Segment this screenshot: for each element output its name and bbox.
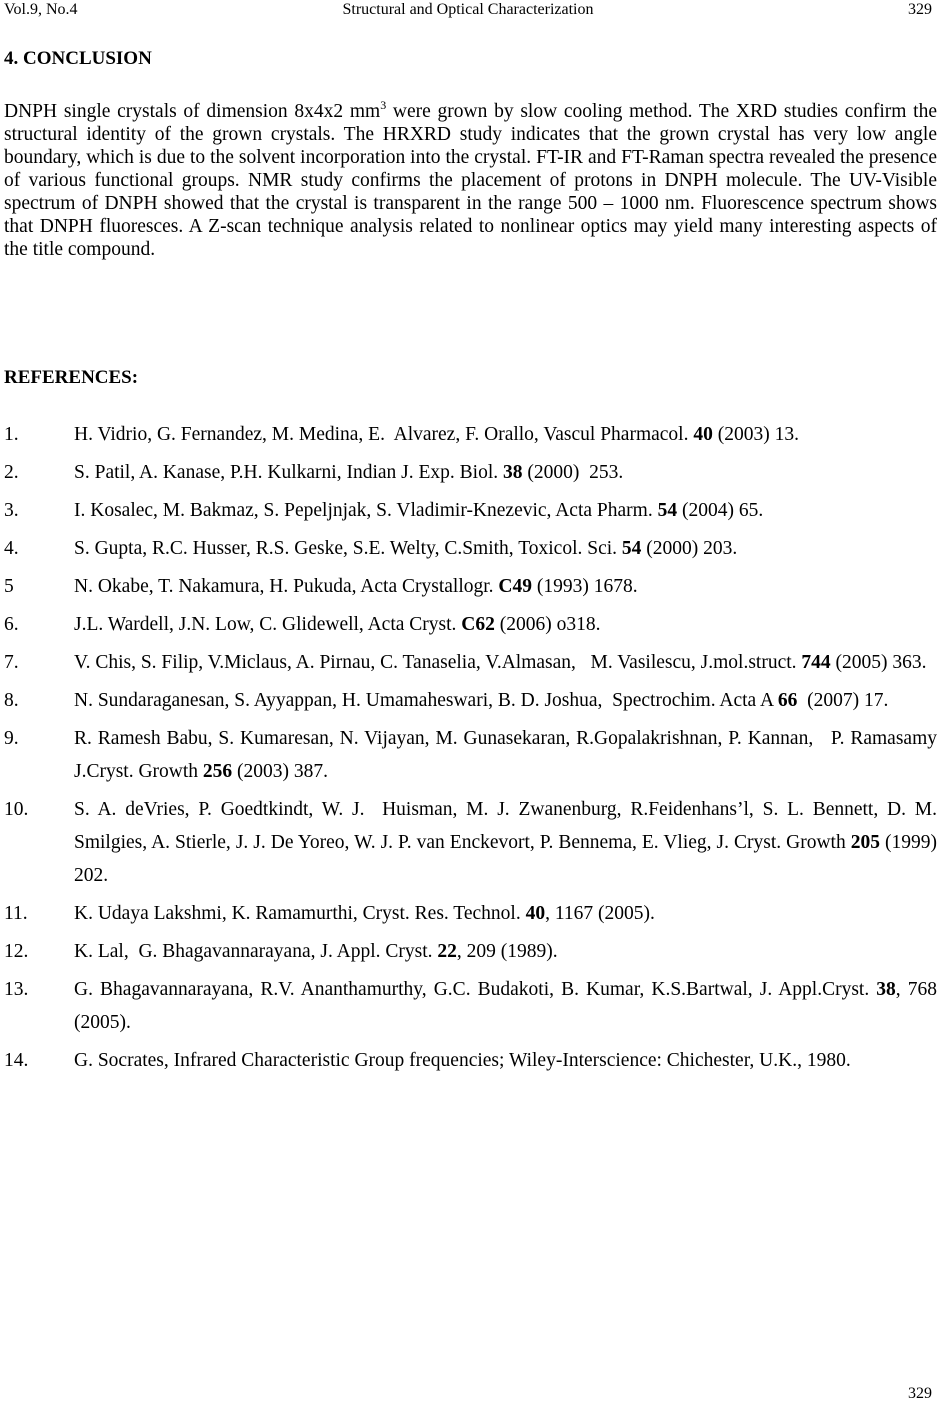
footer-page-number: 329 [908, 1385, 932, 1402]
reference-volume: 66 [777, 690, 798, 711]
reference-item [4, 935, 937, 968]
reference-citation: S. Patil, A. Kanase, P.H. Kulkarni, Indian J. Exp. Biol. [74, 462, 503, 483]
reference-volume: 744 [801, 652, 831, 673]
reference-citation: H. Vidrio, G. Fernandez, M. Medina, E. Alvarez, F. Orallo, Vascul Pharmacol. [74, 424, 694, 445]
reference-number: 3. [4, 500, 19, 521]
reference-item [4, 722, 937, 788]
reference-citation: R. Ramesh Babu, S. Kumaresan, N. Vijayan, M. Gunasekaran, R.Gopalakrishnan, P. Kannan, P. Ramasamy J.Cryst. Growth [74, 728, 937, 782]
reference-citation: S. A. deVries, P. Goedtkindt, W. J. Huisman, M. J. Zwanenburg, R.Feidenhans’l, S. L. Bennett, D. M. Smilgies, A. Stierle, J. J. De Yoreo, W. J. P. van Enckevort, P. Bennema, E. Vlieg, J. Cryst. Growth [74, 799, 937, 853]
reference-item [4, 418, 937, 451]
reference-list [4, 418, 937, 1082]
reference-item [4, 608, 937, 641]
reference-number: 11. [4, 903, 28, 924]
reference-citation: J.L. Wardell, J.N. Low, C. Glidewell, Acta Cryst. [74, 614, 462, 635]
reference-year-pages: , 209 (1989). [456, 941, 558, 962]
reference-item [4, 973, 937, 1039]
reference-year-pages: , 1167 (2005). [545, 903, 655, 924]
reference-number: 4. [4, 538, 19, 559]
reference-citation: N. Okabe, T. Nakamura, H. Pukuda, Acta Crystallogr. [74, 576, 499, 597]
conclusion-heading: 4. CONCLUSION [4, 48, 152, 69]
reference-item [4, 532, 937, 565]
reference-number: 1. [4, 424, 19, 445]
reference-item [4, 684, 937, 717]
reference-year-pages: (2000) 203. [641, 538, 738, 559]
reference-citation: K. Lal, G. Bhagavannarayana, J. Appl. Cryst. [74, 941, 438, 962]
journal-volume: Vol.9, No.4 [4, 1, 78, 18]
reference-number: 8. [4, 690, 19, 711]
reference-number: 7. [4, 652, 19, 673]
reference-item [4, 570, 937, 603]
reference-year-pages: (1993) 1678. [532, 576, 638, 597]
reference-volume: 40 [693, 424, 713, 445]
reference-volume: 54 [621, 538, 642, 559]
reference-citation: V. Chis, S. Filip, V.Miclaus, A. Pirnau, C. Tanaselia, V.Almasan, M. Vasilescu, J.mol.struct. [74, 652, 802, 673]
reference-year-pages: (2000) 253. [522, 462, 624, 483]
reference-number: 13. [4, 979, 29, 1000]
reference-year-pages: (2007) 17. [797, 690, 889, 711]
reference-number: 5 [4, 576, 14, 597]
conclusion-paragraph [4, 100, 937, 261]
reference-volume: 38 [876, 979, 896, 1000]
reference-number: 12. [4, 941, 29, 962]
reference-year-pages: (1999) 202. [74, 832, 937, 886]
conclusion-text-rest: were grown by slow cooling method. The XRD studies confirm the structural identity of the grown crystals. The HRXRD study indicates that the grown crystal has very low angle boundary, which is due to the solvent incorporation into the crystal. FT-IR and FT-Raman spectra revealed the presence of various functional groups. NMR study confirms the placement of protons in DNPH molecule. The UV-Visible spectrum of DNPH showed that the crystal is transparent in the range 500 – 1000 nm. Fluorescence spectrum shows that DNPH fluoresces. A Z-scan technique analysis related to nonlinear optics may yield many interesting aspects of the title compound. [4, 101, 937, 260]
reference-number: 9. [4, 728, 19, 749]
reference-volume: C62 [461, 614, 495, 635]
reference-item [4, 897, 937, 930]
running-title: Structural and Optical Characterization [342, 1, 594, 18]
conclusion-text-start: DNPH single crystals of dimension 8x4x2 mm [4, 101, 381, 122]
header-page-number: 329 [908, 1, 932, 18]
reference-year-pages: (2005) 363. [830, 652, 927, 673]
reference-citation: K. Udaya Lakshmi, K. Ramamurthi, Cryst. Res. Technol. [74, 903, 526, 924]
reference-year-pages: (2003) 387. [232, 761, 329, 782]
reference-year-pages: , 768 (2005). [74, 979, 937, 1033]
running-header [4, 0, 932, 22]
references-heading: REFERENCES: [4, 367, 139, 388]
reference-number: 6. [4, 614, 19, 635]
reference-volume: 38 [502, 462, 523, 483]
reference-citation: G. Bhagavannarayana, R.V. Ananthamurthy, G.C. Budakoti, B. Kumar, K.S.Bartwal, J. Appl.Cryst. [74, 979, 877, 1000]
reference-citation: N. Sundaraganesan, S. Ayyappan, H. Umamaheswari, B. D. Joshua, Spectrochim. Acta A [74, 690, 778, 711]
reference-volume: 40 [525, 903, 546, 924]
reference-citation: S. Gupta, R.C. Husser, R.S. Geske, S.E. Welty, C.Smith, Toxicol. Sci. [74, 538, 622, 559]
reference-year-pages: (2003) 13. [712, 424, 799, 445]
reference-volume: 256 [202, 761, 233, 782]
reference-year-pages: (2004) 65. [677, 500, 764, 521]
reference-item [4, 646, 937, 679]
reference-number: 2. [4, 462, 19, 483]
reference-volume: 54 [657, 500, 678, 521]
reference-volume: C49 [498, 576, 532, 597]
reference-item [4, 494, 937, 527]
reference-number: 10. [4, 799, 29, 820]
reference-citation: I. Kosalec, M. Bakmaz, S. Pepeljnjak, S. Vladimir-Knezevic, Acta Pharm. [74, 500, 658, 521]
reference-citation: G. Socrates, Infrared Characteristic Group frequencies; Wiley-Interscience: Chichester, U.K., 1980. [74, 1050, 851, 1071]
reference-item [4, 1044, 937, 1077]
reference-item [4, 456, 937, 489]
reference-year-pages: (2006) o318. [494, 614, 601, 635]
reference-volume: 22 [437, 941, 457, 962]
superscript-exponent: 3 [380, 98, 387, 112]
reference-volume: 205 [850, 832, 880, 853]
reference-item [4, 793, 937, 892]
reference-number: 14. [4, 1050, 29, 1071]
